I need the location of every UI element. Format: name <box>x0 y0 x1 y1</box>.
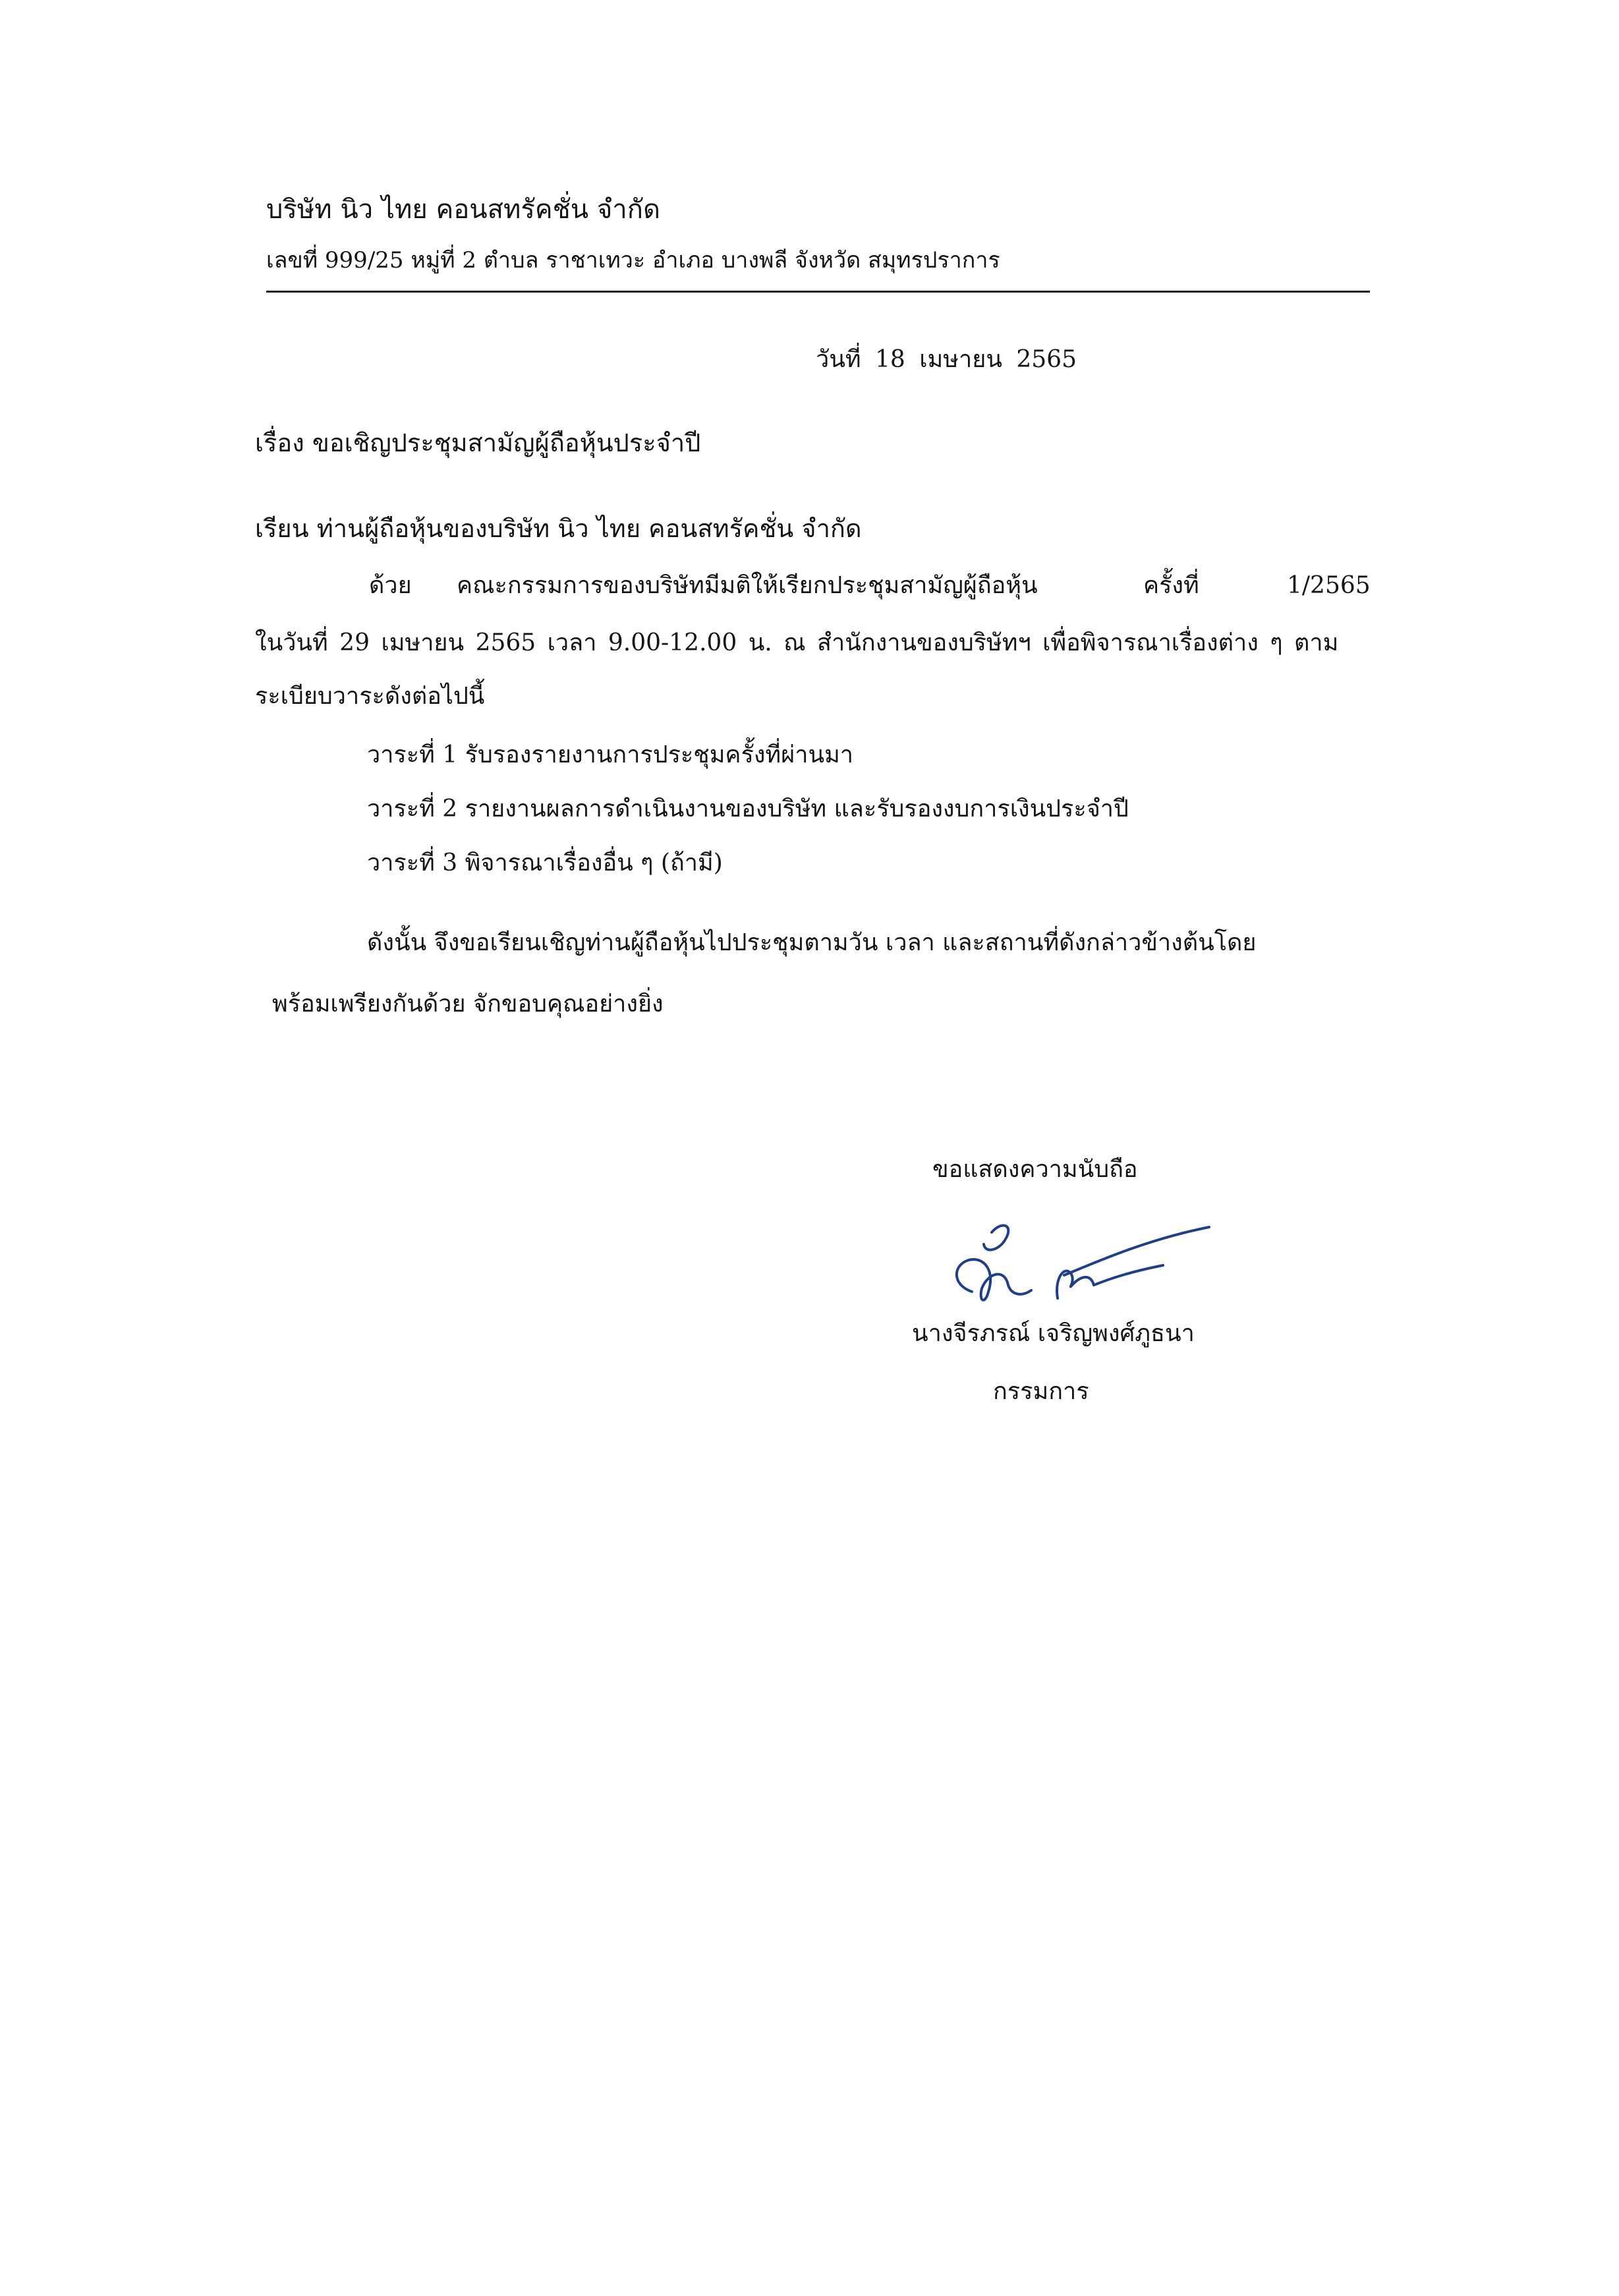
letter-salutation: เรียน ท่านผู้ถือหุ้นของบริษัท นิว ไทย คอนสทรัคชั่น จำกัด <box>255 514 862 543</box>
letter-subject: เรื่อง ขอเชิญประชุมสามัญผู้ถือหุ้นประจำปี <box>255 428 701 457</box>
conclusion-line-2: พร้อมเพรียงกันด้วย จักขอบคุณอย่างยิ่ง <box>272 990 664 1018</box>
body-line-3: ระเบียบวาระดังต่อไปนี้ <box>255 683 485 710</box>
closing-phrase: ขอแสดงความนับถือ <box>932 1156 1138 1183</box>
conclusion-line-1: ดังนั้น จึงขอเรียนเชิญท่านผู้ถือหุ้นไปประชุมตามวัน เวลา และสถานที่ดังกล่าวข้างต้นโดย <box>367 929 1257 956</box>
signer-name: นางจีรภรณ์ เจริญพงศ์ภูธนา <box>912 1320 1195 1347</box>
handwritten-signature <box>932 1213 1222 1318</box>
agenda-item-3: วาระที่ 3 พิจารณาเรื่องอื่น ๆ (ถ้ามี) <box>367 849 723 876</box>
body-line-1-word-3: ครั้งที่ <box>1143 572 1199 599</box>
signer-position: กรรมการ <box>993 1378 1089 1405</box>
body-line-1-word-2: คณะกรรมการของบริษัทมีมติให้เรียกประชุมสามัญผู้ถือหุ้น <box>457 572 1038 599</box>
company-name: บริษัท นิว ไทย คอนสทรัคชั่น จำกัด <box>266 194 660 225</box>
agenda-item-1: วาระที่ 1 รับรองรายงานการประชุมครั้งที่ผ่านมา <box>367 741 854 768</box>
agenda-item-2: วาระที่ 2 รายงานผลการดำเนินงานของบริษัท และรับรองงบการเงินประจำปี <box>367 795 1129 822</box>
body-line-2: ในวันที่ 29 เมษายน 2565 เวลา 9.00-12.00 น. ณ สำนักงานของบริษัทฯ เพื่อพิจารณาเรื่องต่าง ๆ ตาม <box>255 629 1339 656</box>
letter-date: วันที่ 18 เมษายน 2565 <box>816 346 1077 373</box>
body-line-1-word-1: ด้วย <box>369 572 412 599</box>
letterhead-divider <box>266 291 1370 293</box>
meeting-number: 1/2565 <box>1287 572 1371 599</box>
company-address: เลขที่ 999/25 หมู่ที่ 2 ตำบล ราชาเทวะ อำเภอ บางพลี จังหวัด สมุทรปราการ <box>266 247 1000 273</box>
